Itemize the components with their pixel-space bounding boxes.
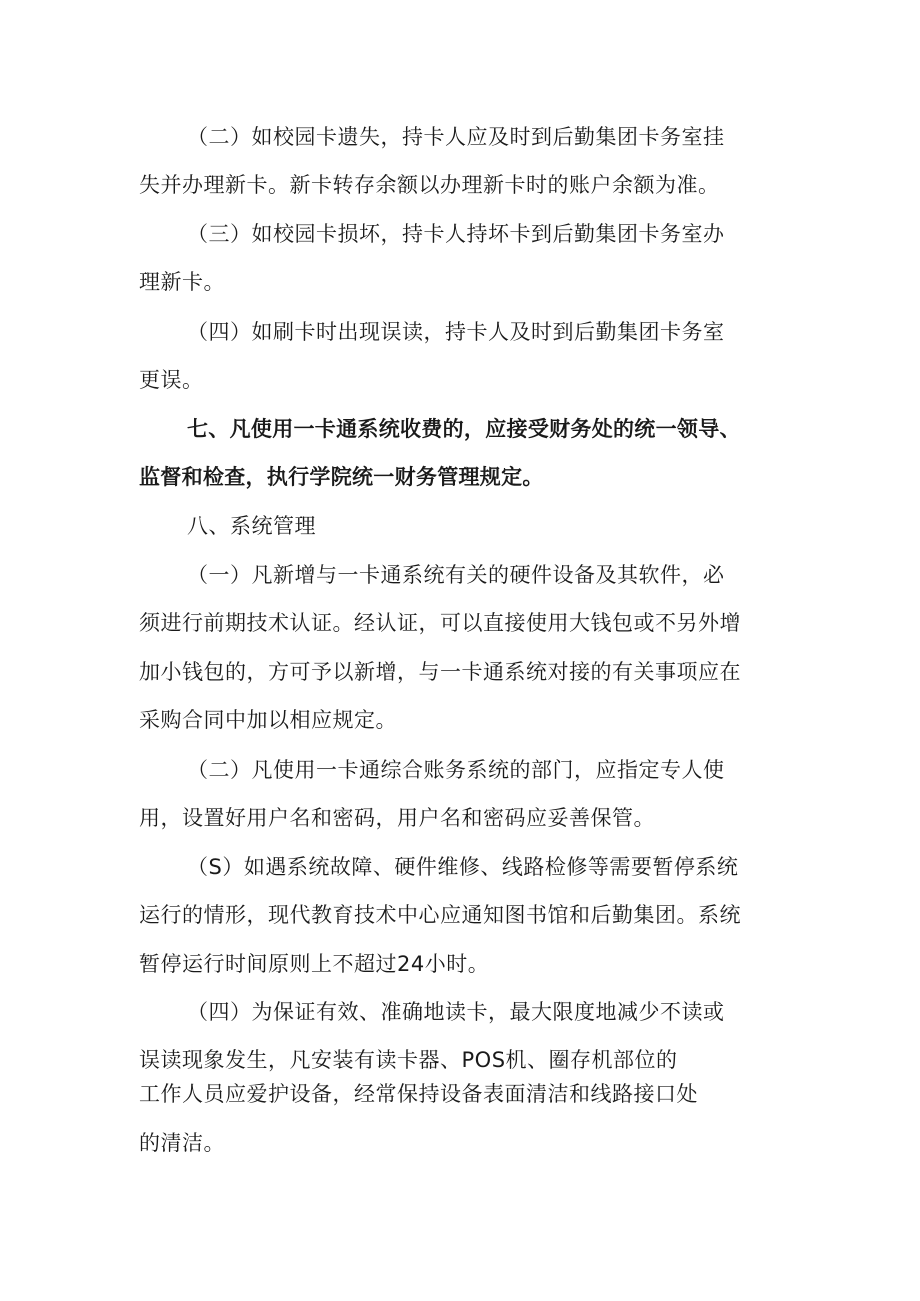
paragraph-8-4-line-2: 误读现象发生，凡安装有读卡器、POS机、圈存机部位的 [139,1048,678,1072]
paragraph-3-line-2: 理新卡。 [139,270,225,294]
paragraph-8-4-line-3: 工作人员应爱护设备，经常保持设备表面清洁和线路接口处 [139,1082,698,1106]
section-7-heading-line-1: 七、凡使用一卡通系统收费的，应接受财务处的统一领导、 [187,417,741,441]
paragraph-8-4-line-1: （四）为保证有效、准确地读卡，最大限度地减少不读或 [187,1000,725,1024]
paragraph-8-2-line-1: （二）凡使用一卡通综合账务系统的部门，应指定专人使 [187,758,725,782]
paragraph-8-1-line-1: （一）凡新增与一卡通系统有关的硬件设备及其软件，必 [187,563,725,587]
paragraph-8-3-line-2: 运行的情形，现代教育技术中心应通知图书馆和后勤集团。系统 [139,903,741,927]
paragraph-3-line-1: （三）如校园卡损坏，持卡人持坏卡到后勤集团卡务室办 [187,222,725,246]
paragraph-8-4-line-4: 的清洁。 [139,1131,225,1155]
paragraph-8-1-line-3: 加小钱包的，方可予以新增，与一卡通系统对接的有关事项应在 [139,660,741,684]
paragraph-8-1-line-4: 采购合同中加以相应规定。 [139,708,397,732]
paragraph-8-3-line-3: 暂停运行时间原则上不超过24小时。 [139,952,490,976]
paragraph-8-2-line-2: 用，设置好用户名和密码，用户名和密码应妥善保管。 [139,806,655,830]
section-7-heading-line-2: 监督和检查，执行学院统一财务管理规定。 [139,465,544,489]
paragraph-2-1-line-2: 失并办理新卡。新卡转存余额以办理新卡时的账户余额为准。 [139,173,720,197]
paragraph-8-1-line-2: 须进行前期技术认证。经认证，可以直接使用大钱包或不另外增 [139,611,741,635]
paragraph-8-3-line-1: （S）如遇系统故障、硬件维修、线路检修等需要暂停系统 [187,855,739,879]
section-8-heading: 八、系统管理 [187,514,316,538]
paragraph-4-line-2: 更误。 [139,368,204,392]
paragraph-4-line-1: （四）如刷卡时出现误读，持卡人及时到后勤集团卡务室 [187,320,725,344]
paragraph-2-1-line-1: （二）如校园卡遗失，持卡人应及时到后勤集团卡务室挂 [187,125,725,149]
